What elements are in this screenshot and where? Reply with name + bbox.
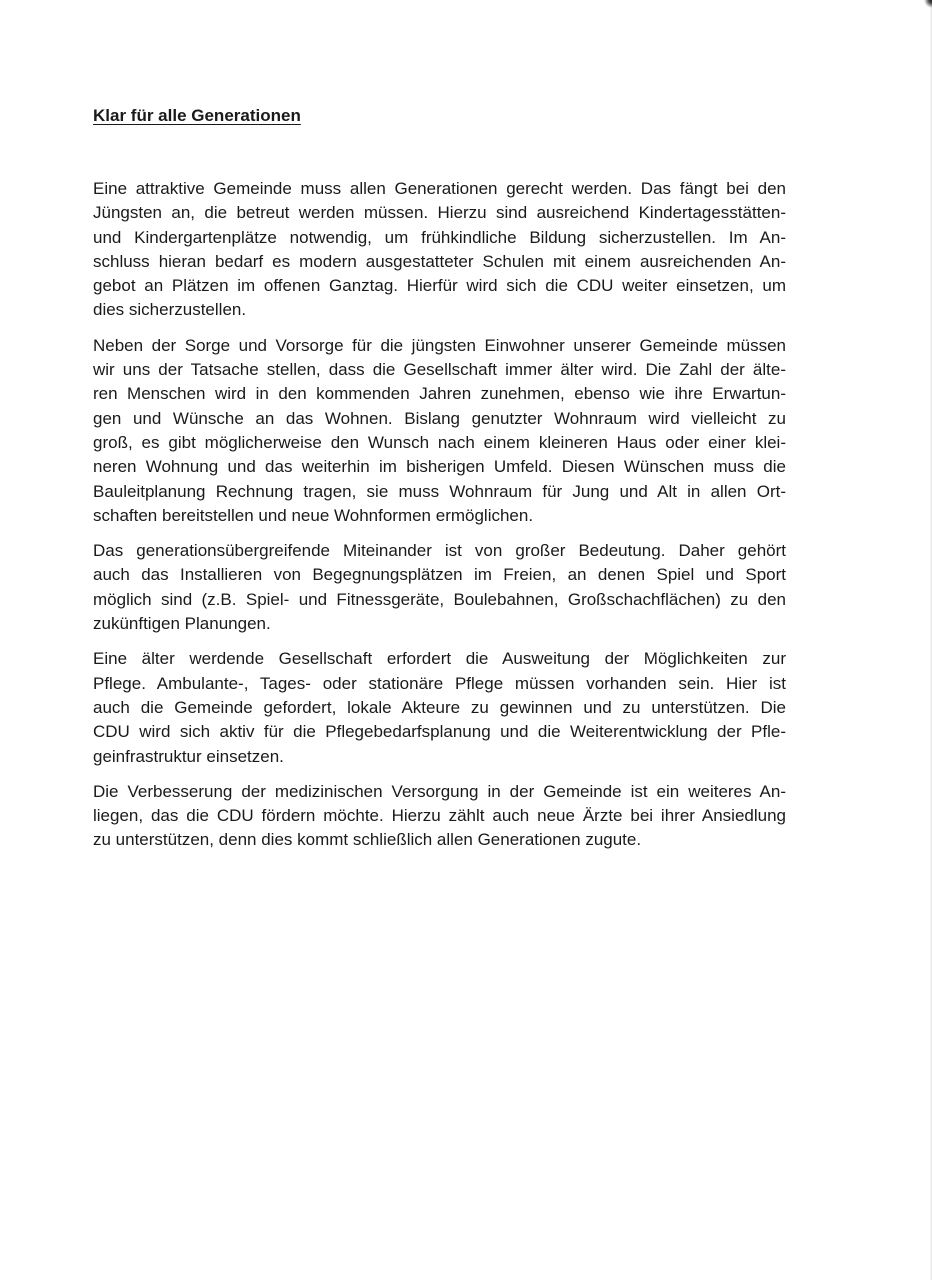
text-line: auch das Installieren von Begegnungsplätzen im Freien, an denen Spiel und Sport: [93, 565, 786, 585]
text-line: möglich sind (z.B. Spiel- und Fitnessgeräte, Boulebahnen, Großschachflächen) zu den: [93, 589, 786, 609]
document-title: Klar für alle Generationen: [93, 106, 301, 125]
scan-corner-mark: [920, 0, 932, 8]
paragraph-1: [93, 177, 786, 323]
text-line: dies sicherzustellen.: [93, 300, 247, 320]
document-body: [93, 104, 786, 864]
text-line: ren Menschen wird in den kommenden Jahren zunehmen, ebenso wie ihre Erwartun-: [93, 384, 786, 404]
text-line: Pflege. Ambulante-, Tages- oder stationäre Pflege müssen vorhanden sein. Hier ist: [93, 673, 786, 693]
paragraph-5: [93, 780, 786, 853]
text-line: schaften bereitstellen und neue Wohnformen ermöglichen.: [93, 505, 534, 525]
text-line: CDU wird sich aktiv für die Pflegebedarfsplanung und die Weiterentwicklung der Pfle-: [93, 722, 786, 742]
text-line: und Kindergartenplätze notwendig, um frühkindliche Bildung sicherzustellen. Im An-: [93, 227, 786, 247]
text-line: groß, es gibt möglicherweise den Wunsch nach einem kleineren Haus oder einer klei-: [93, 432, 786, 452]
text-line: Bauleitplanung Rechnung tragen, sie muss Wohnraum für Jung und Alt in allen Ort-: [93, 481, 786, 501]
text-line: Das generationsübergreifende Miteinander ist von großer Bedeutung. Daher gehört: [93, 541, 786, 561]
text-line: schluss hieran bedarf es modern ausgestatteter Schulen mit einem ausreichenden An-: [93, 251, 786, 271]
paragraph-2: [93, 334, 786, 528]
text-line: neren Wohnung und das weiterhin im bisherigen Umfeld. Diesen Wünschen muss die: [93, 457, 786, 477]
text-line: geinfrastruktur einsetzen.: [93, 746, 284, 766]
text-line: Eine attraktive Gemeinde muss allen Generationen gerecht werden. Das fängt bei den: [93, 179, 786, 198]
text-line: gebot an Plätzen im offenen Ganztag. Hierfür wird sich die CDU weiter einsetzen, um: [93, 276, 786, 296]
paragraph-3: [93, 539, 786, 636]
paragraph-4: [93, 647, 786, 768]
text-line: Die Verbesserung der medizinischen Versorgung in der Gemeinde ist ein weiteres An-: [93, 781, 786, 801]
text-line: liegen, das die CDU fördern möchte. Hierzu zählt auch neue Ärzte bei ihrer Ansiedlung: [93, 806, 786, 826]
text-line: zu unterstützen, denn dies kommt schließlich allen Generationen zugute.: [93, 830, 642, 850]
text-line: wir uns der Tatsache stellen, dass die Gesellschaft immer älter wird. Die Zahl der älte-: [93, 360, 786, 380]
text-line: Jüngsten an, die betreut werden müssen. Hierzu sind ausreichend Kindertagesstätten-: [93, 203, 786, 223]
text-line: Eine älter werdende Gesellschaft erfordert die Ausweitung der Möglichkeiten zur: [93, 649, 786, 669]
text-line: Neben der Sorge und Vorsorge für die jüngsten Einwohner unserer Gemeinde müssen: [93, 335, 786, 355]
text-line: zukünftigen Planungen.: [93, 614, 271, 634]
text-line: gen und Wünsche an das Wohnen. Bislang genutzter Wohnraum wird vielleicht zu: [93, 408, 786, 428]
text-line: auch die Gemeinde gefordert, lokale Akteure zu gewinnen und zu unterstützen. Die: [93, 697, 786, 717]
